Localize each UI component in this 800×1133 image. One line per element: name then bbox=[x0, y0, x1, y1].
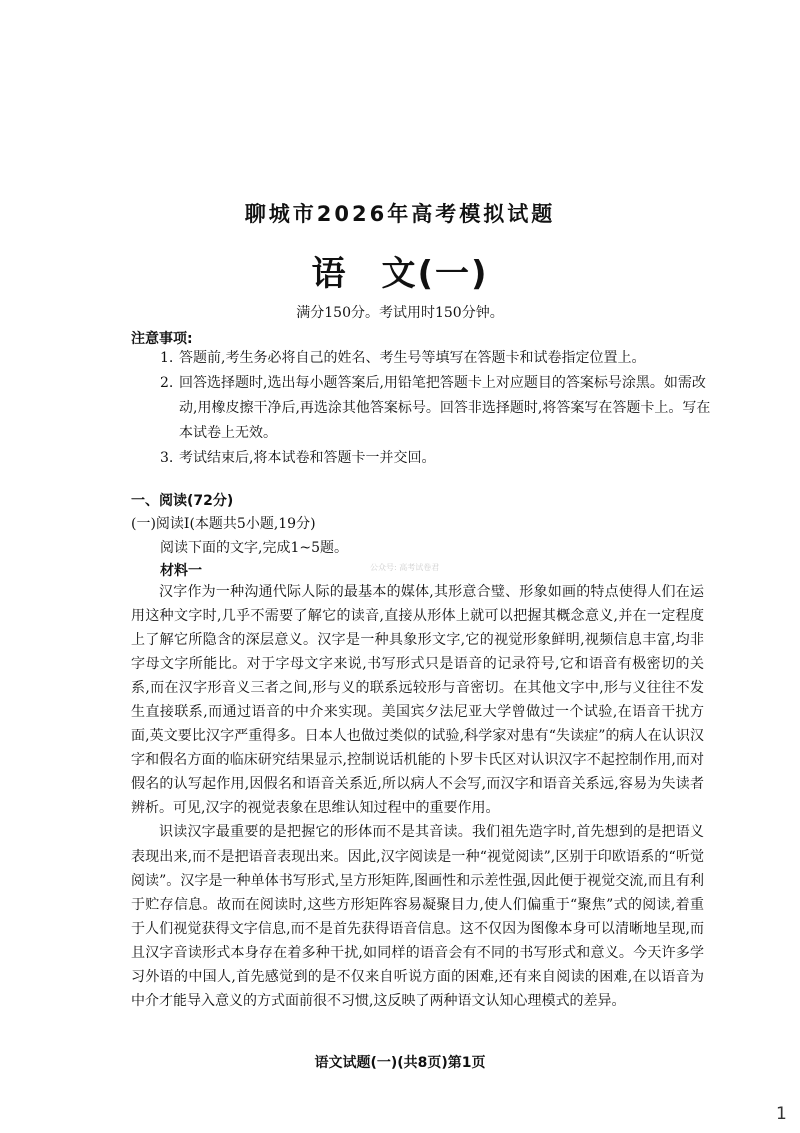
section-instruction: 阅读下面的文字,完成1~5题。 bbox=[160, 540, 348, 556]
notes-list bbox=[160, 346, 720, 471]
passage-paragraph: 汉字作为一种沟通代际人际的最基本的媒体,其形意合璧、形象如画的特点使得人们在运用这种文字时,几乎不需要了解它的读音,直接从形体上就可以把握其概念意义,并在一定程度上了解它所隐含的深层意义。汉字是一种具象形文字,它的视觉形象鲜明,视频信息丰富,均非字母文字所能比。对于字母文字来说,书写形式只是语音的记录符号,它和语音有极密切的关系,而在汉字形音义三者之间,形与义的联系远较形与音密切。在其他文字中,形与义往往不发生直接联系,而通过语音的中介来实现。美国宾夕法尼亚大学曾做过一个试验,在语音干扰方面,英文要比汉字严重得多。日本人也做过类似的试验,科学家对患有“失读症”的病人在认识汉字和假名方面的临床研究结果显示,控制说话机能的卜罗卡氏区对认识汉字不起控制作用,而对假名的认写起作用,因假名和语音关系近,所以病人不会写,而汉字和语音关系远,容易为失读者辨析。可见,汉字的视觉表象在思维认知过程中的重要作用。 bbox=[131, 584, 704, 817]
material-heading: 材料一 bbox=[160, 563, 202, 579]
page-number: 1 bbox=[776, 1104, 787, 1124]
subject-title-left: 语 bbox=[311, 254, 348, 294]
note-number: 3. bbox=[160, 450, 174, 466]
passage-body bbox=[131, 580, 704, 1013]
exam-meta: 满分150分。考试用时150分钟。 bbox=[296, 305, 504, 321]
subject-title-right: 文(一) bbox=[381, 254, 489, 294]
notes-heading: 注意事项: bbox=[131, 331, 193, 347]
watermark-text: 公众号: 高考试卷君 bbox=[370, 563, 440, 572]
note-text: 答题前,考生务必将自己的姓名、考生号等填写在答题卡和试卷指定位置上。 bbox=[179, 350, 646, 366]
subject-title bbox=[0, 246, 800, 295]
page-footer: 语文试题(一)(共8页)第1页 bbox=[314, 1055, 486, 1071]
passage-paragraph: 识读汉字最重要的是把握它的形体而不是其音读。我们祖先造字时,首先想到的是把语义表现出来,而不是把语音表现出来。因此,汉字阅读是一种“视觉阅读”,区别于印欧语系的“听觉阅读”。汉字是一种单体书写形式,呈方形矩阵,图画性和示差性强,因此便于视觉交流,而且有利于贮存信息。故而在阅读时,这些方形矩阵容易凝聚目力,使人们偏重于“聚焦”式的阅读,着重于人们视觉获得文字信息,而不是首先获得语音信息。这不仅因为图像本身可以清晰地呈现,而且汉字音读形式本身存在着多种干扰,如同样的语音会有不同的书写形式和意义。今天许多学习外语的中国人,首先感觉到的是不仅来自听说方面的困难,还有来自阅读的困难,在以语音为中介才能导入意义的方式面前很不习惯,这反映了两种语文认知心理模式的差异。 bbox=[131, 824, 704, 1009]
note-item bbox=[160, 446, 720, 471]
section-subtitle: (一)阅读Ⅰ(本题共5小题,19分) bbox=[131, 516, 316, 532]
exam-title: 聊城市2026年高考模拟试题 bbox=[244, 202, 556, 226]
note-text: 回答选择题时,选出每小题答案后,用铅笔把答题卡上对应题目的答案标号涂黑。如需改动,用橡皮擦干净后,再选涂其他答案标号。回答非选择题时,将答案写在答题卡上。写在本试卷上无效。 bbox=[179, 375, 711, 441]
note-number: 1. bbox=[160, 350, 174, 366]
note-item bbox=[160, 346, 720, 371]
note-number: 2. bbox=[160, 375, 174, 391]
section-title: 一、阅读(72分) bbox=[131, 493, 234, 509]
note-item bbox=[160, 371, 720, 446]
note-text: 考试结束后,将本试卷和答题卡一并交回。 bbox=[179, 450, 436, 466]
